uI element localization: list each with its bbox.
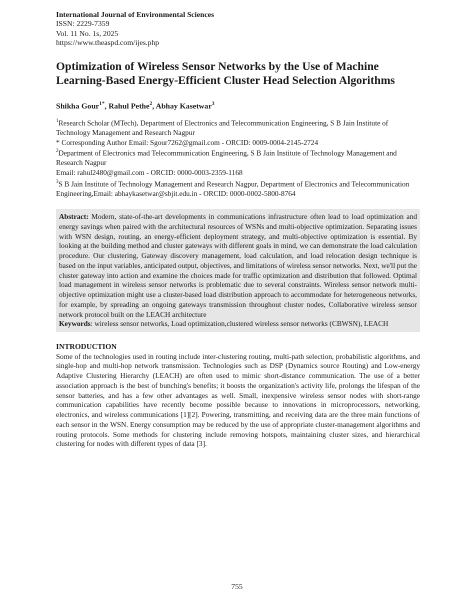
journal-name: International Journal of Environmental Sciences [56,10,215,19]
author-sup: 3 [211,100,215,107]
journal-volume: Vol. 11 No. 1s, 2025 [56,28,119,38]
journal-issn: ISSN: 2229-7359 [56,19,110,29]
abstract-box [56,209,420,332]
abstract [59,212,417,319]
introduction-text: Some of the technologies used in routing include inter-clustering routing, multi-path selection, probabilistic algorithms, and single-hop and multi-hop network transmission. Technologies such as DSP (Dynamics source Routing) and Low-energy Adaptive Clustering Hierarchy (LEACH) are often used to mimic short-distance communication. The use of a better association approach is the best of bunching's benefits; it boosts the organization's activity life, prolongs the lifespan of the sensor batteries, and has a few other advantages as well. Small, inexpensive wireless sensor nodes with short-range communication capabilities have recently become possible because to innovations in microprocessors, networking, electronics, and wireless communications [1][2]. Powering, transmitting, and receiving data are the three main functions of each sensor in the WSN. Energy consumption may be reduced by the use of appropriate cluster-management algorithms and routing protocols. Some methods for clustering include removing hotspots, maintaining cluster sizes, and hierarchical clustering for nodes with different types of data [3]. [56,351,420,449]
abstract-text: Modern, state-of-the-art developments in communications infrastructure often lead to load optimization and energy savings when paired with the architectural resources of WSNs and multi-objective optimization. Separating issues with WSN design, routing, an energy-efficient deployment strategy, and multi-objective optimization is essential. By looking at the building method and cluster gateways with different goals in mind, we can demonstrate the load calculation procedure. Our clustering, Gateway discovery management, load calculation, and load relocation design technique is based on the input variables, anticipated output, objectives, and limitations of wireless sensor networks. Next, we'll put the cluster gateway into action and examine the choices made for traffic optimization and distribution that followed. Optimal load management in wireless sensor networks is problematic due to several constraints. Wireless sensor network multi-objective optimization might use a cluster-based load distribution approach to accommodate for heterogeneous networks, for example, by spreading an ongoing gateways transmission throughout cluster nodes, Collaborative wireless sensor network protocol built on the LEACH architecture [59,212,417,319]
affiliations [56,117,420,198]
keywords-label: Keywords [59,319,91,329]
section-heading: INTRODUCTION [56,342,117,352]
page-number: 755 [231,582,243,591]
affiliation [56,117,420,138]
affiliation [56,138,420,148]
affiliation-text: Research Scholar (MTech), Department of Electronics and Telecommunication Engineering, S B Jain Institute of Technology Management and Research Nagpur [56,118,389,138]
paper-page [56,10,420,449]
abstract-label: Abstract: [59,212,89,222]
author-list [56,99,420,112]
author-sup: 2 [149,100,153,107]
journal-url[interactable]: https://www.theaspd.com/ijes.php [56,38,160,48]
affiliation-text: Department of Electronics mad Telecommunication Engineering, S B Jain Institute of Technology Management and Research Nagpur [56,148,397,168]
affiliation [56,147,420,168]
author-name: Rahul Pethe [108,101,150,111]
keywords [59,319,417,329]
author-name: Abhay Kasetwar [155,101,212,111]
affiliation-sup: 2 [56,149,59,155]
affiliation-sup: 3 [56,179,59,185]
keywords-text: : wireless sensor networks, Load optimization,clustered wireless sensor networks (CBWSN), LEACH [90,319,389,329]
affiliation-sup: 1 [56,119,59,125]
author-sup: 1* [99,100,105,107]
affiliation-text: Email: rahul2480@gmail.com - ORCID: 0000-0003-2359-1168 [56,168,243,178]
affiliation [56,168,420,178]
author-separator: , [104,101,109,111]
author-separator: , [152,101,156,111]
affiliation [56,178,420,199]
author-name: Shikha Gour [56,101,100,111]
paper-title: Optimization of Wireless Sensor Networks by the Use of Machine Learning-Based Energy-Efficient Cluster Head Selection Algorithms [56,59,395,88]
affiliation-text: * Corresponding Author Email: Sgour7262@gmail.com - ORCID: 0009-0004-2145-2724 [56,137,319,147]
affiliation-text: S B Jain Institute of Technology Management and Research Nagpur, Department of Electronics and Telecommunication Engineering,Email: abhaykasetwar@sbjit.edu.in - ORCID: 0000-0002-5800-8764 [56,179,410,198]
journal-header [56,10,420,48]
